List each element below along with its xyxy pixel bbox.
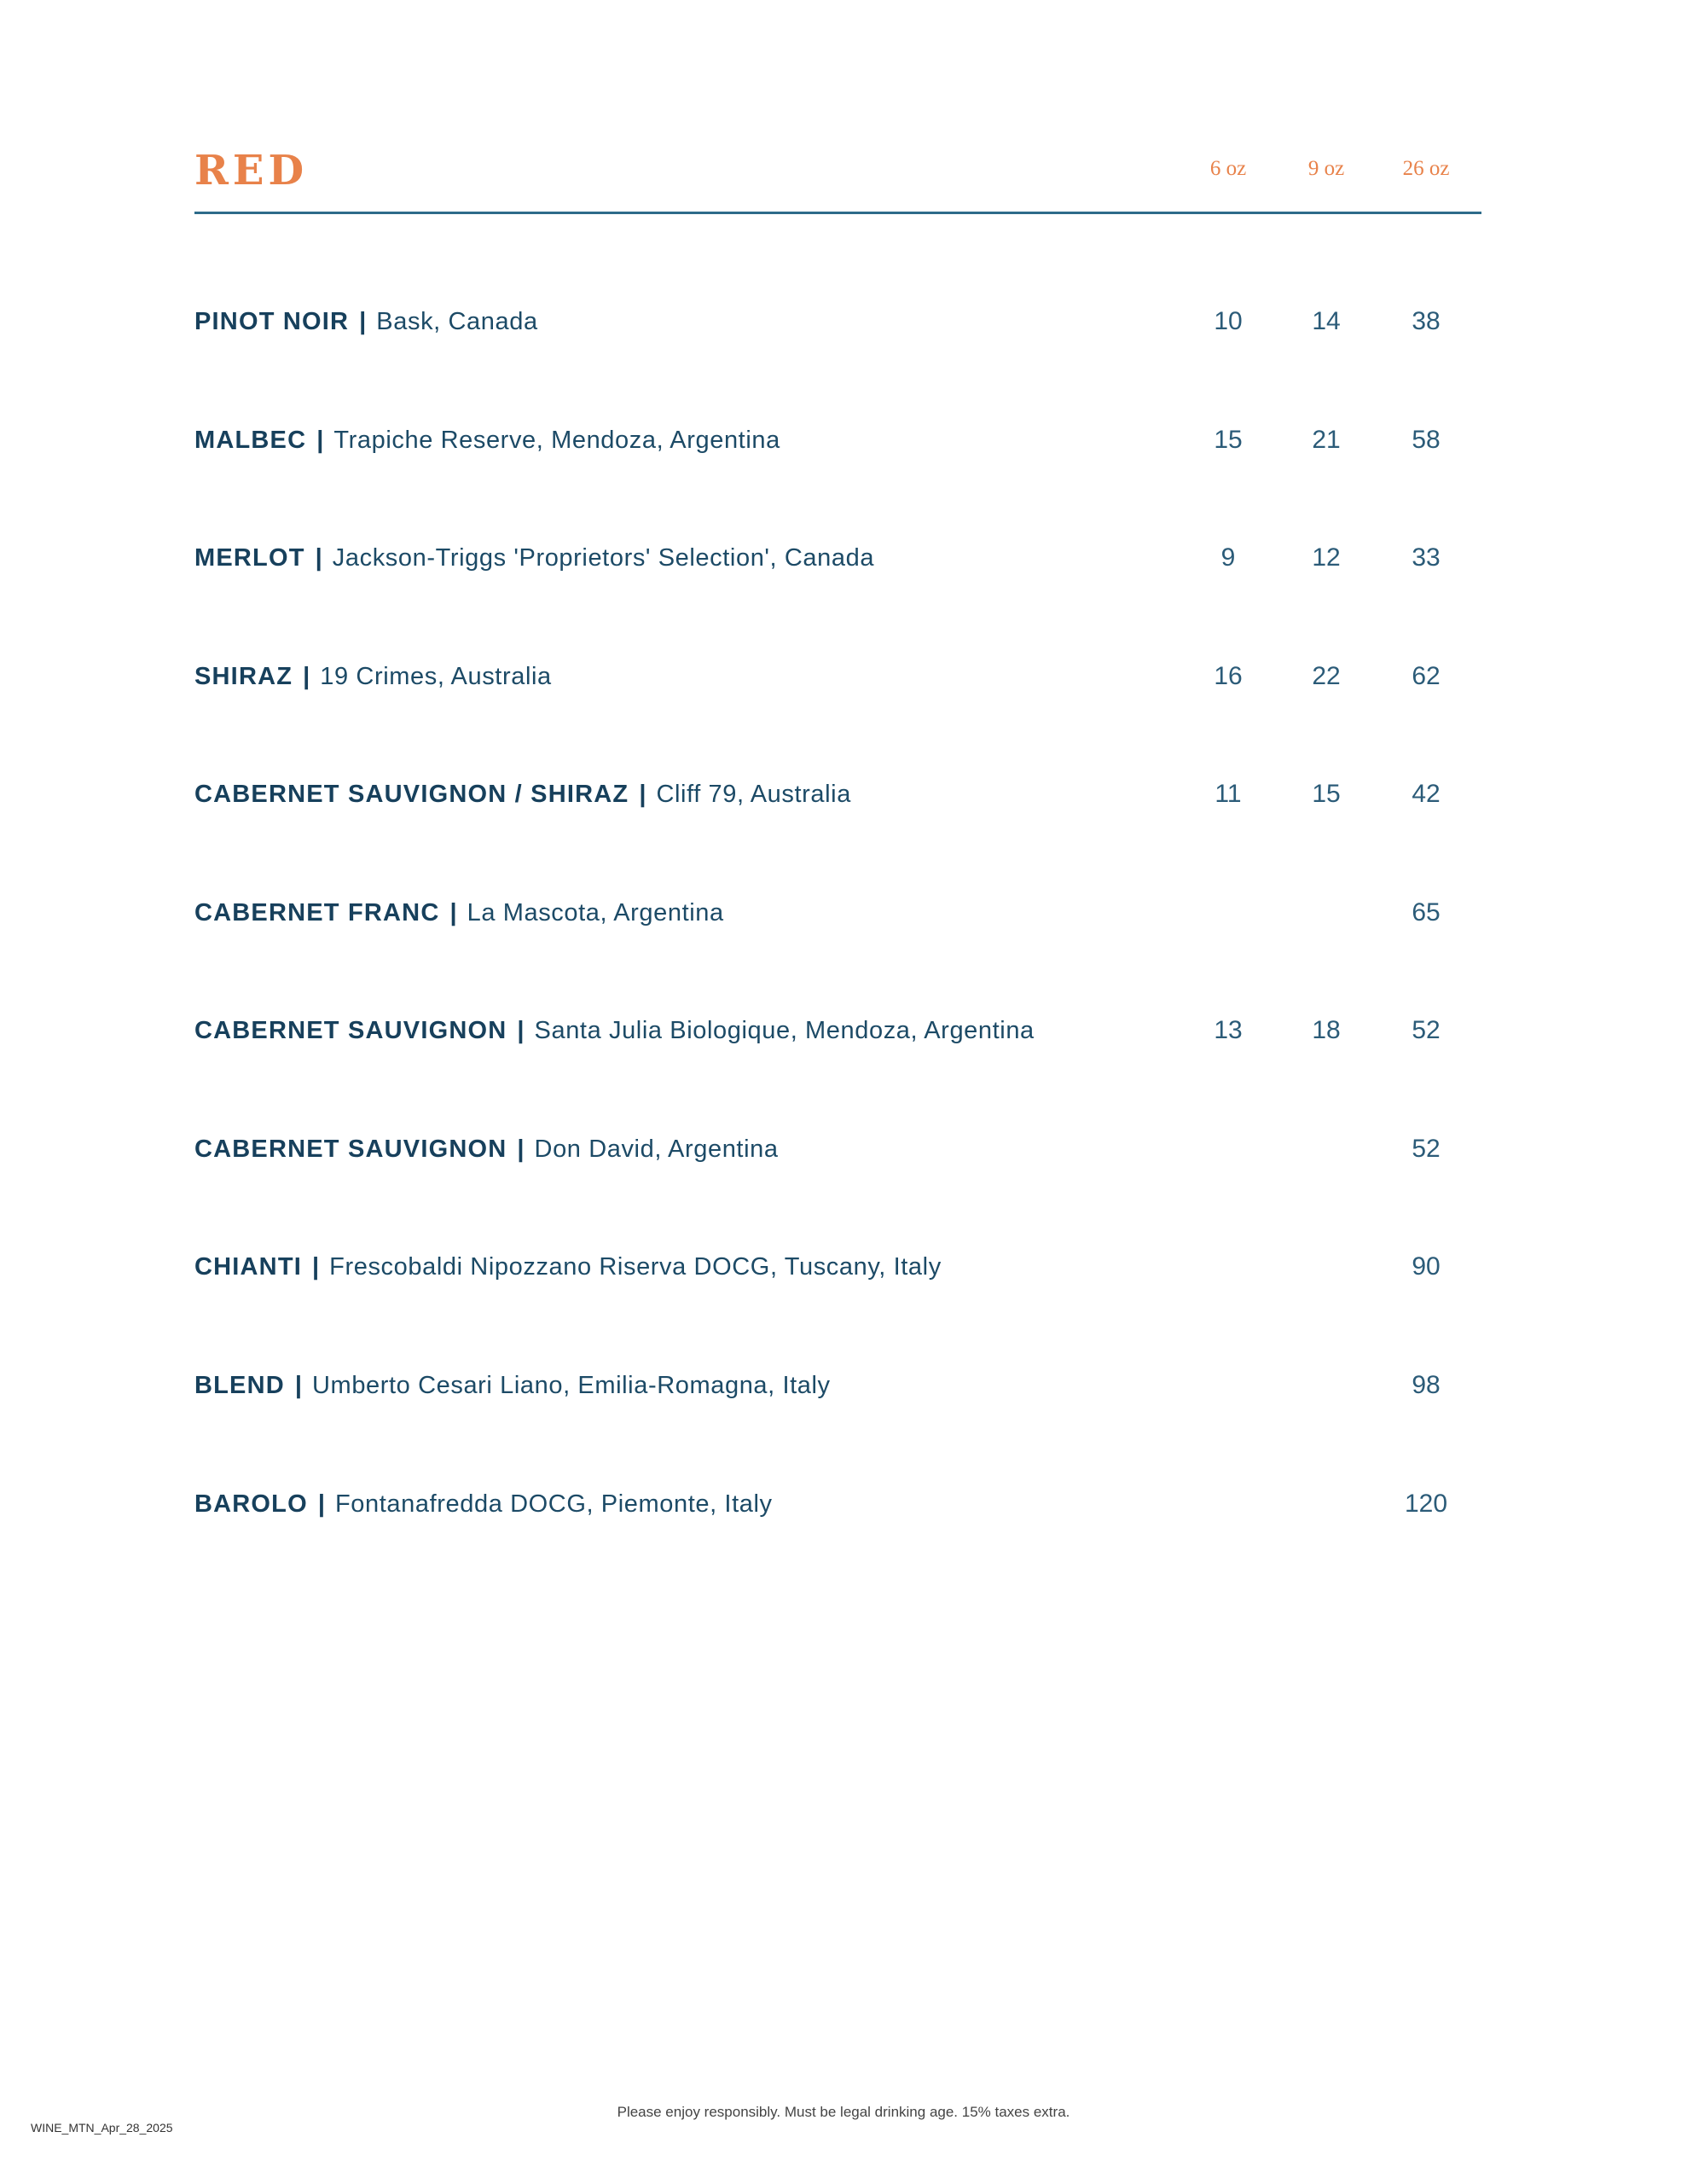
wine-varietal: CABERNET SAUVIGNON — [194, 1136, 507, 1163]
separator: | — [316, 427, 324, 454]
price-26oz: 52 — [1412, 1135, 1441, 1163]
wine-label — [194, 1130, 779, 1168]
wine-varietal: CABERNET SAUVIGNON / SHIRAZ — [194, 781, 629, 808]
price-26oz: 120 — [1404, 1490, 1448, 1518]
wine-varietal: MERLOT — [194, 544, 305, 572]
wine-row — [194, 775, 1491, 813]
wine-label — [194, 1485, 773, 1523]
price-26oz: 65 — [1412, 898, 1441, 926]
price-6oz: 10 — [1214, 307, 1243, 335]
separator: | — [359, 308, 367, 335]
wine-row — [194, 1367, 1491, 1404]
price-26oz: 42 — [1412, 780, 1441, 808]
separator: | — [303, 663, 310, 690]
separator: | — [639, 781, 646, 808]
wine-label — [194, 1012, 1035, 1049]
wine-varietal: BAROLO — [194, 1490, 308, 1518]
price-6oz: 9 — [1220, 543, 1236, 572]
wine-row — [194, 421, 1491, 459]
wine-producer: Santa Julia Biologique, Mendoza, Argentina — [534, 1017, 1035, 1044]
wine-label — [194, 421, 780, 459]
wine-row — [194, 894, 1491, 932]
wine-varietal: BLEND — [194, 1372, 285, 1399]
column-header-26oz: 26 oz — [1402, 157, 1450, 180]
price-6oz: 13 — [1214, 1016, 1243, 1044]
wine-label — [194, 303, 538, 340]
price-6oz: 15 — [1214, 426, 1243, 454]
section-title: RED — [194, 147, 309, 195]
wine-label — [194, 658, 552, 695]
wine-row — [194, 1248, 1491, 1286]
separator: | — [517, 1017, 525, 1044]
price-9oz: 18 — [1312, 1016, 1341, 1044]
wine-producer: Trapiche Reserve, Mendoza, Argentina — [333, 427, 780, 454]
price-26oz: 90 — [1412, 1252, 1441, 1281]
header-divider — [194, 212, 1481, 214]
price-6oz: 11 — [1215, 780, 1242, 808]
wine-varietal: CABERNET SAUVIGNON — [194, 1017, 507, 1044]
price-26oz: 33 — [1412, 543, 1441, 572]
price-9oz: 22 — [1312, 662, 1341, 690]
wine-producer: Bask, Canada — [376, 308, 538, 335]
price-26oz: 62 — [1412, 662, 1441, 690]
wine-label — [194, 1367, 831, 1404]
wine-row — [194, 539, 1491, 577]
separator: | — [315, 544, 322, 572]
document-id: WINE_MTN_Apr_28_2025 — [31, 2121, 173, 2135]
wine-label — [194, 1248, 942, 1286]
price-9oz: 21 — [1312, 426, 1341, 454]
wine-producer: Jackson-Triggs 'Proprietors' Selection', Canada — [332, 544, 875, 572]
wine-row — [194, 1485, 1491, 1523]
wine-producer: Fontanafredda DOCG, Piemonte, Italy — [334, 1490, 773, 1518]
wine-producer: Frescobaldi Nipozzano Riserva DOCG, Tuscany, Italy — [329, 1253, 942, 1281]
wine-varietal: MALBEC — [194, 427, 307, 454]
wine-row — [194, 658, 1491, 695]
separator: | — [317, 1490, 325, 1518]
price-26oz: 98 — [1412, 1371, 1441, 1399]
wine-producer: Umberto Cesari Liano, Emilia-Romagna, Italy — [312, 1372, 831, 1399]
wine-varietal: CHIANTI — [194, 1253, 303, 1281]
wine-row — [194, 1012, 1491, 1049]
price-26oz: 58 — [1412, 426, 1441, 454]
separator: | — [294, 1372, 303, 1399]
separator: | — [517, 1136, 525, 1163]
wine-producer: 19 Crimes, Australia — [320, 663, 552, 690]
footer-disclaimer: Please enjoy responsibly. Must be legal drinking age. 15% taxes extra. — [617, 2104, 1070, 2120]
wine-row — [194, 303, 1491, 340]
separator: | — [449, 899, 457, 926]
price-9oz: 12 — [1312, 543, 1341, 572]
price-9oz: 14 — [1312, 307, 1341, 335]
column-header-9oz: 9 oz — [1307, 157, 1345, 180]
wine-producer: La Mascota, Argentina — [467, 899, 724, 926]
separator: | — [312, 1253, 320, 1281]
price-26oz: 38 — [1412, 307, 1441, 335]
wine-label — [194, 775, 851, 813]
wine-varietal: SHIRAZ — [194, 663, 293, 690]
price-26oz: 52 — [1412, 1016, 1441, 1044]
wine-row — [194, 1130, 1491, 1168]
price-9oz: 15 — [1312, 780, 1341, 808]
wine-producer: Cliff 79, Australia — [656, 781, 851, 808]
column-header-6oz: 6 oz — [1209, 157, 1247, 180]
wine-label — [194, 539, 874, 577]
price-6oz: 16 — [1214, 662, 1243, 690]
wine-label — [194, 894, 724, 932]
wine-varietal: PINOT NOIR — [194, 308, 350, 335]
wine-varietal: CABERNET FRANC — [194, 899, 440, 926]
wine-producer: Don David, Argentina — [534, 1136, 779, 1163]
